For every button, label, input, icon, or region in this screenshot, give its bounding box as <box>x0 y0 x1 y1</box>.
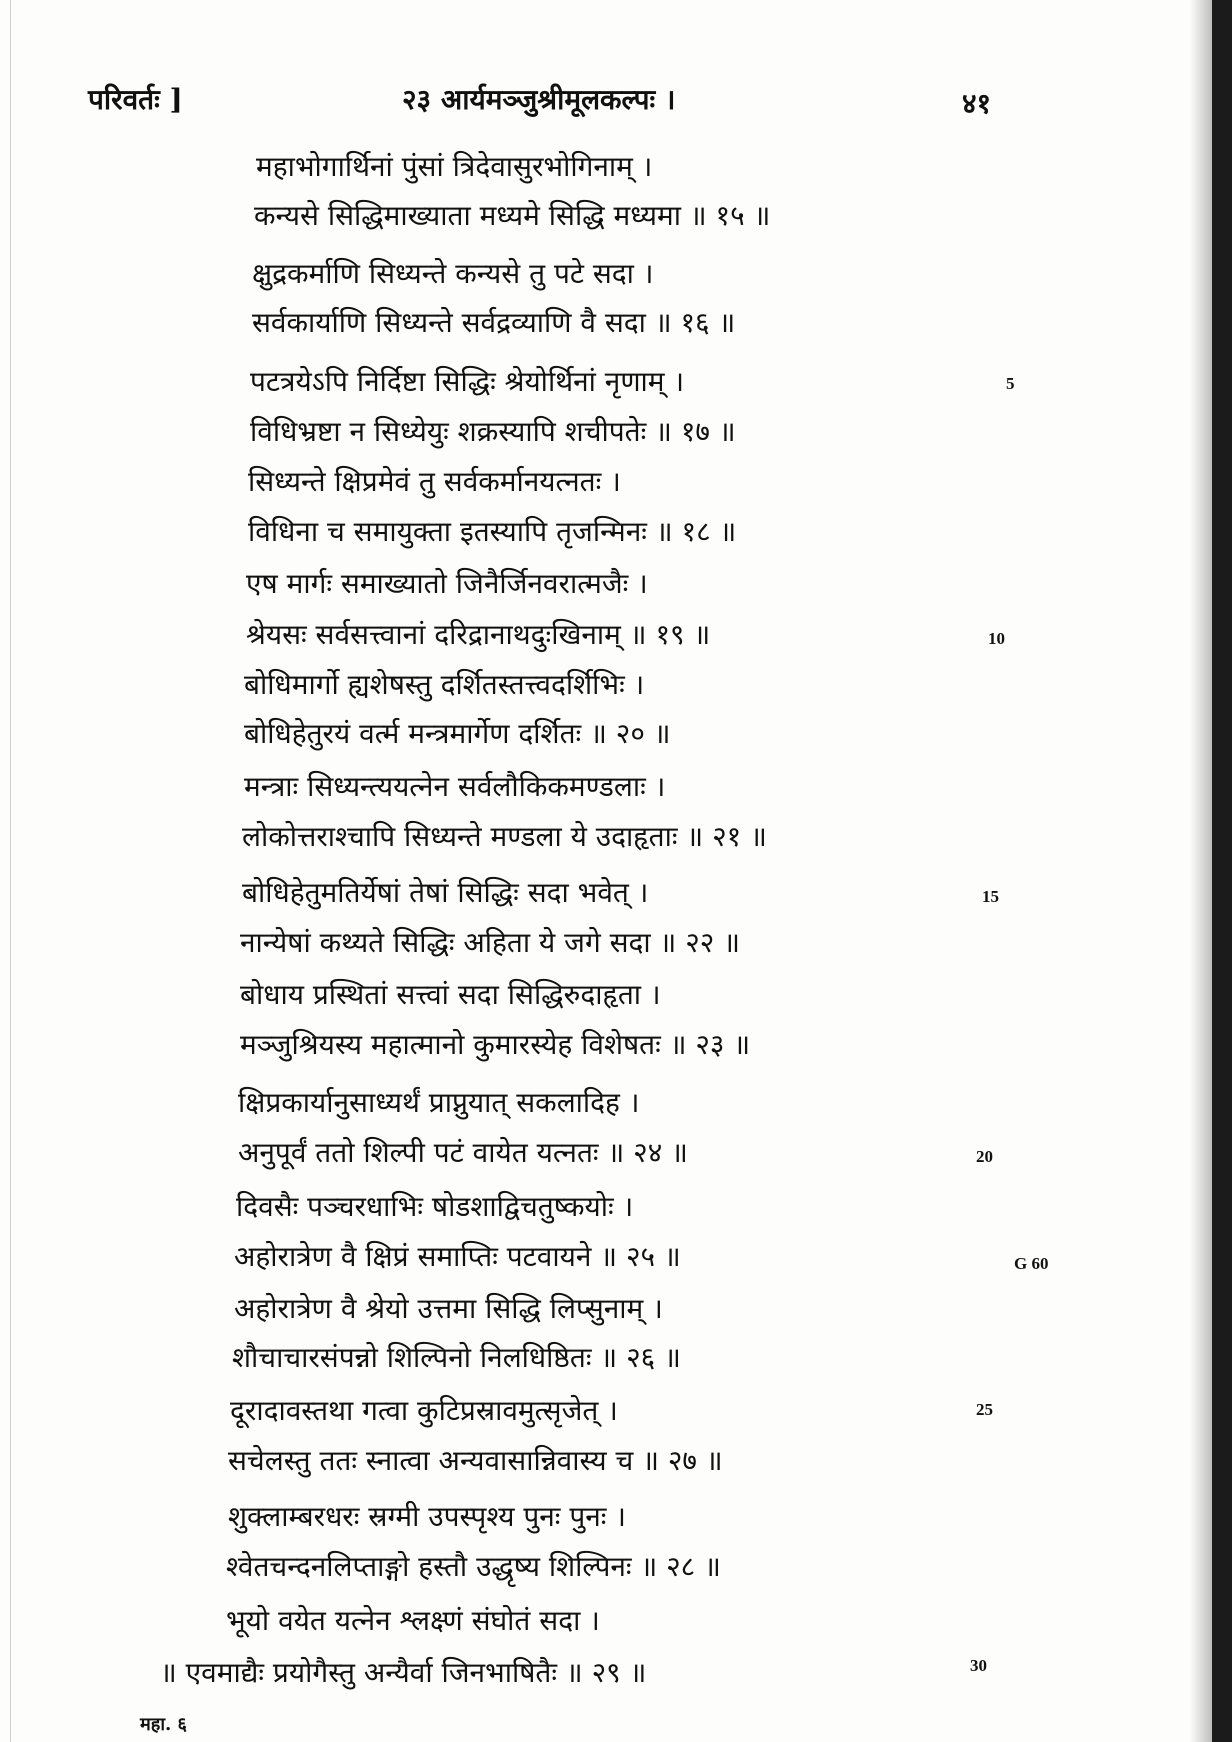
verse-line: कन्यसे सिद्धिमाख्याता मध्यमे सिद्धि मध्यमा ॥ १५ ॥ <box>254 199 771 232</box>
verse-line: शौचाचारसंपन्नो शिल्पिनो निलधिष्ठितः ॥ २६ ॥ <box>232 1341 681 1374</box>
verse-line: एष मार्गः समाख्यातो जिनैर्जिनवरात्मजैः । <box>246 567 648 600</box>
verse-line: ॥ एवमाद्यैः प्रयोगैस्तु अन्यैर्वा जिनभाषितैः ॥ २९ ॥ <box>160 1656 647 1689</box>
verse-line: श्रेयसः सर्वसत्त्वानां दरिद्रानाथदुःखिनाम् ॥ १९ ॥ <box>246 618 711 651</box>
chapter-marker: परिवर्तः ] <box>88 83 183 116</box>
verse-line: नान्येषां कथ्यते सिद्धिः अहिता ये जगे सदा ॥ २२ ॥ <box>240 926 741 959</box>
verse-line: भूयो वयेत यत्नेन श्लक्ष्णं संघोतं सदा । <box>226 1604 600 1637</box>
verse-line: श्वेतचन्दनलिप्ताङ्गो हस्तौ उद्धृष्य शिल्पिनः ॥ २८ ॥ <box>226 1550 721 1583</box>
verse-line: विधिना च समायुक्ता इतस्यापि तृजन्मिनः ॥ १८ ॥ <box>248 515 737 548</box>
running-title: २३ आर्यमञ्जुश्रीमूलकल्पः । <box>402 83 676 116</box>
line-number: 20 <box>976 1147 993 1166</box>
verse-line: बोधिहेतुरयं वर्त्म मन्त्रमार्गेण दर्शितः ॥ २० ॥ <box>244 717 671 750</box>
verse-line: दिवसैः पञ्चरधाभिः षोडशाद्विचतुष्कयोः । <box>236 1190 634 1223</box>
verse-line: मञ्जुश्रियस्य महात्मानो कुमारस्येह विशेषतः ॥ २३ ॥ <box>240 1028 751 1061</box>
verse-line: बोधिहेतुमतिर्येषां तेषां सिद्धिः सदा भवेत् । <box>242 876 649 909</box>
verse-line: लोकोत्तराश्चापि सिध्यन्ते मण्डला ये उदाहृताः ॥ २१ ॥ <box>242 820 767 853</box>
verse-line: क्षुद्रकर्माणि सिध्यन्ते कन्यसे तु पटे सदा । <box>252 257 654 290</box>
verse-line: सिध्यन्ते क्षिप्रमेवं तु सर्वकर्मानयत्नतः । <box>248 465 621 498</box>
signature-mark: महा. ६ <box>140 1714 187 1735</box>
verse-line: विधिभ्रष्टा न सिध्येयुः शक्रस्यापि शचीपतेः ॥ १७ ॥ <box>250 415 736 448</box>
verse-line: सचेलस्तु ततः स्नात्वा अन्यवासान्निवास्य च ॥ २७ ॥ <box>228 1444 723 1477</box>
page-number: ४१ <box>962 87 992 120</box>
line-number: 10 <box>988 629 1005 648</box>
verse-line: बोधिमार्गो ह्यशेषस्तु दर्शितस्तत्त्वदर्शिभिः । <box>244 668 645 701</box>
verse-line: पटत्रयेऽपि निर्दिष्टा सिद्धिः श्रेयोर्थिनां नृणाम् । <box>250 365 685 398</box>
verse-line: अनुपूर्वं ततो शिल्पी पटं वायेत यत्नतः ॥ २४ ॥ <box>238 1136 688 1169</box>
verse-line: बोधाय प्रस्थितां सत्त्वां सदा सिद्धिरुदाहृता । <box>240 978 661 1011</box>
verse-line: क्षिप्रकार्यानुसाध्यर्थं प्राप्नुयात् सकलादिह । <box>238 1086 640 1119</box>
verse-line: मन्त्राः सिध्यन्त्ययत्नेन सर्वलौकिकमण्डलाः । <box>244 770 666 803</box>
gilgit-folio-marker: G 60 <box>1014 1254 1049 1273</box>
binding-edge <box>1212 0 1232 1742</box>
line-number: 30 <box>970 1656 987 1675</box>
verse-line: सर्वकार्याणि सिध्यन्ते सर्वद्रव्याणि वै सदा ॥ १६ ॥ <box>252 306 736 339</box>
binding-shadow <box>1190 0 1212 1742</box>
verse-line: अहोरात्रेण वै क्षिप्रं समाप्तिः पटवायने ॥ २५ ॥ <box>234 1240 681 1273</box>
line-number: 15 <box>982 887 999 906</box>
verse-line: शुक्लाम्बरधरः स्रग्मी उपस्पृश्य पुनः पुनः । <box>228 1500 626 1533</box>
page-edge-rule <box>10 0 11 1742</box>
verse-line: दूरादावस्तथा गत्वा कुटिप्रस्रावमुत्सृजेत् । <box>230 1394 618 1427</box>
verse-line: अहोरात्रेण वै श्रेयो उत्तमा सिद्धि लिप्सुनाम् । <box>234 1292 663 1325</box>
line-number: 25 <box>976 1400 993 1419</box>
line-number: 5 <box>1006 374 1015 393</box>
verse-line: महाभोगार्थिनां पुंसां त्रिदेवासुरभोगिनाम् । <box>256 150 653 183</box>
